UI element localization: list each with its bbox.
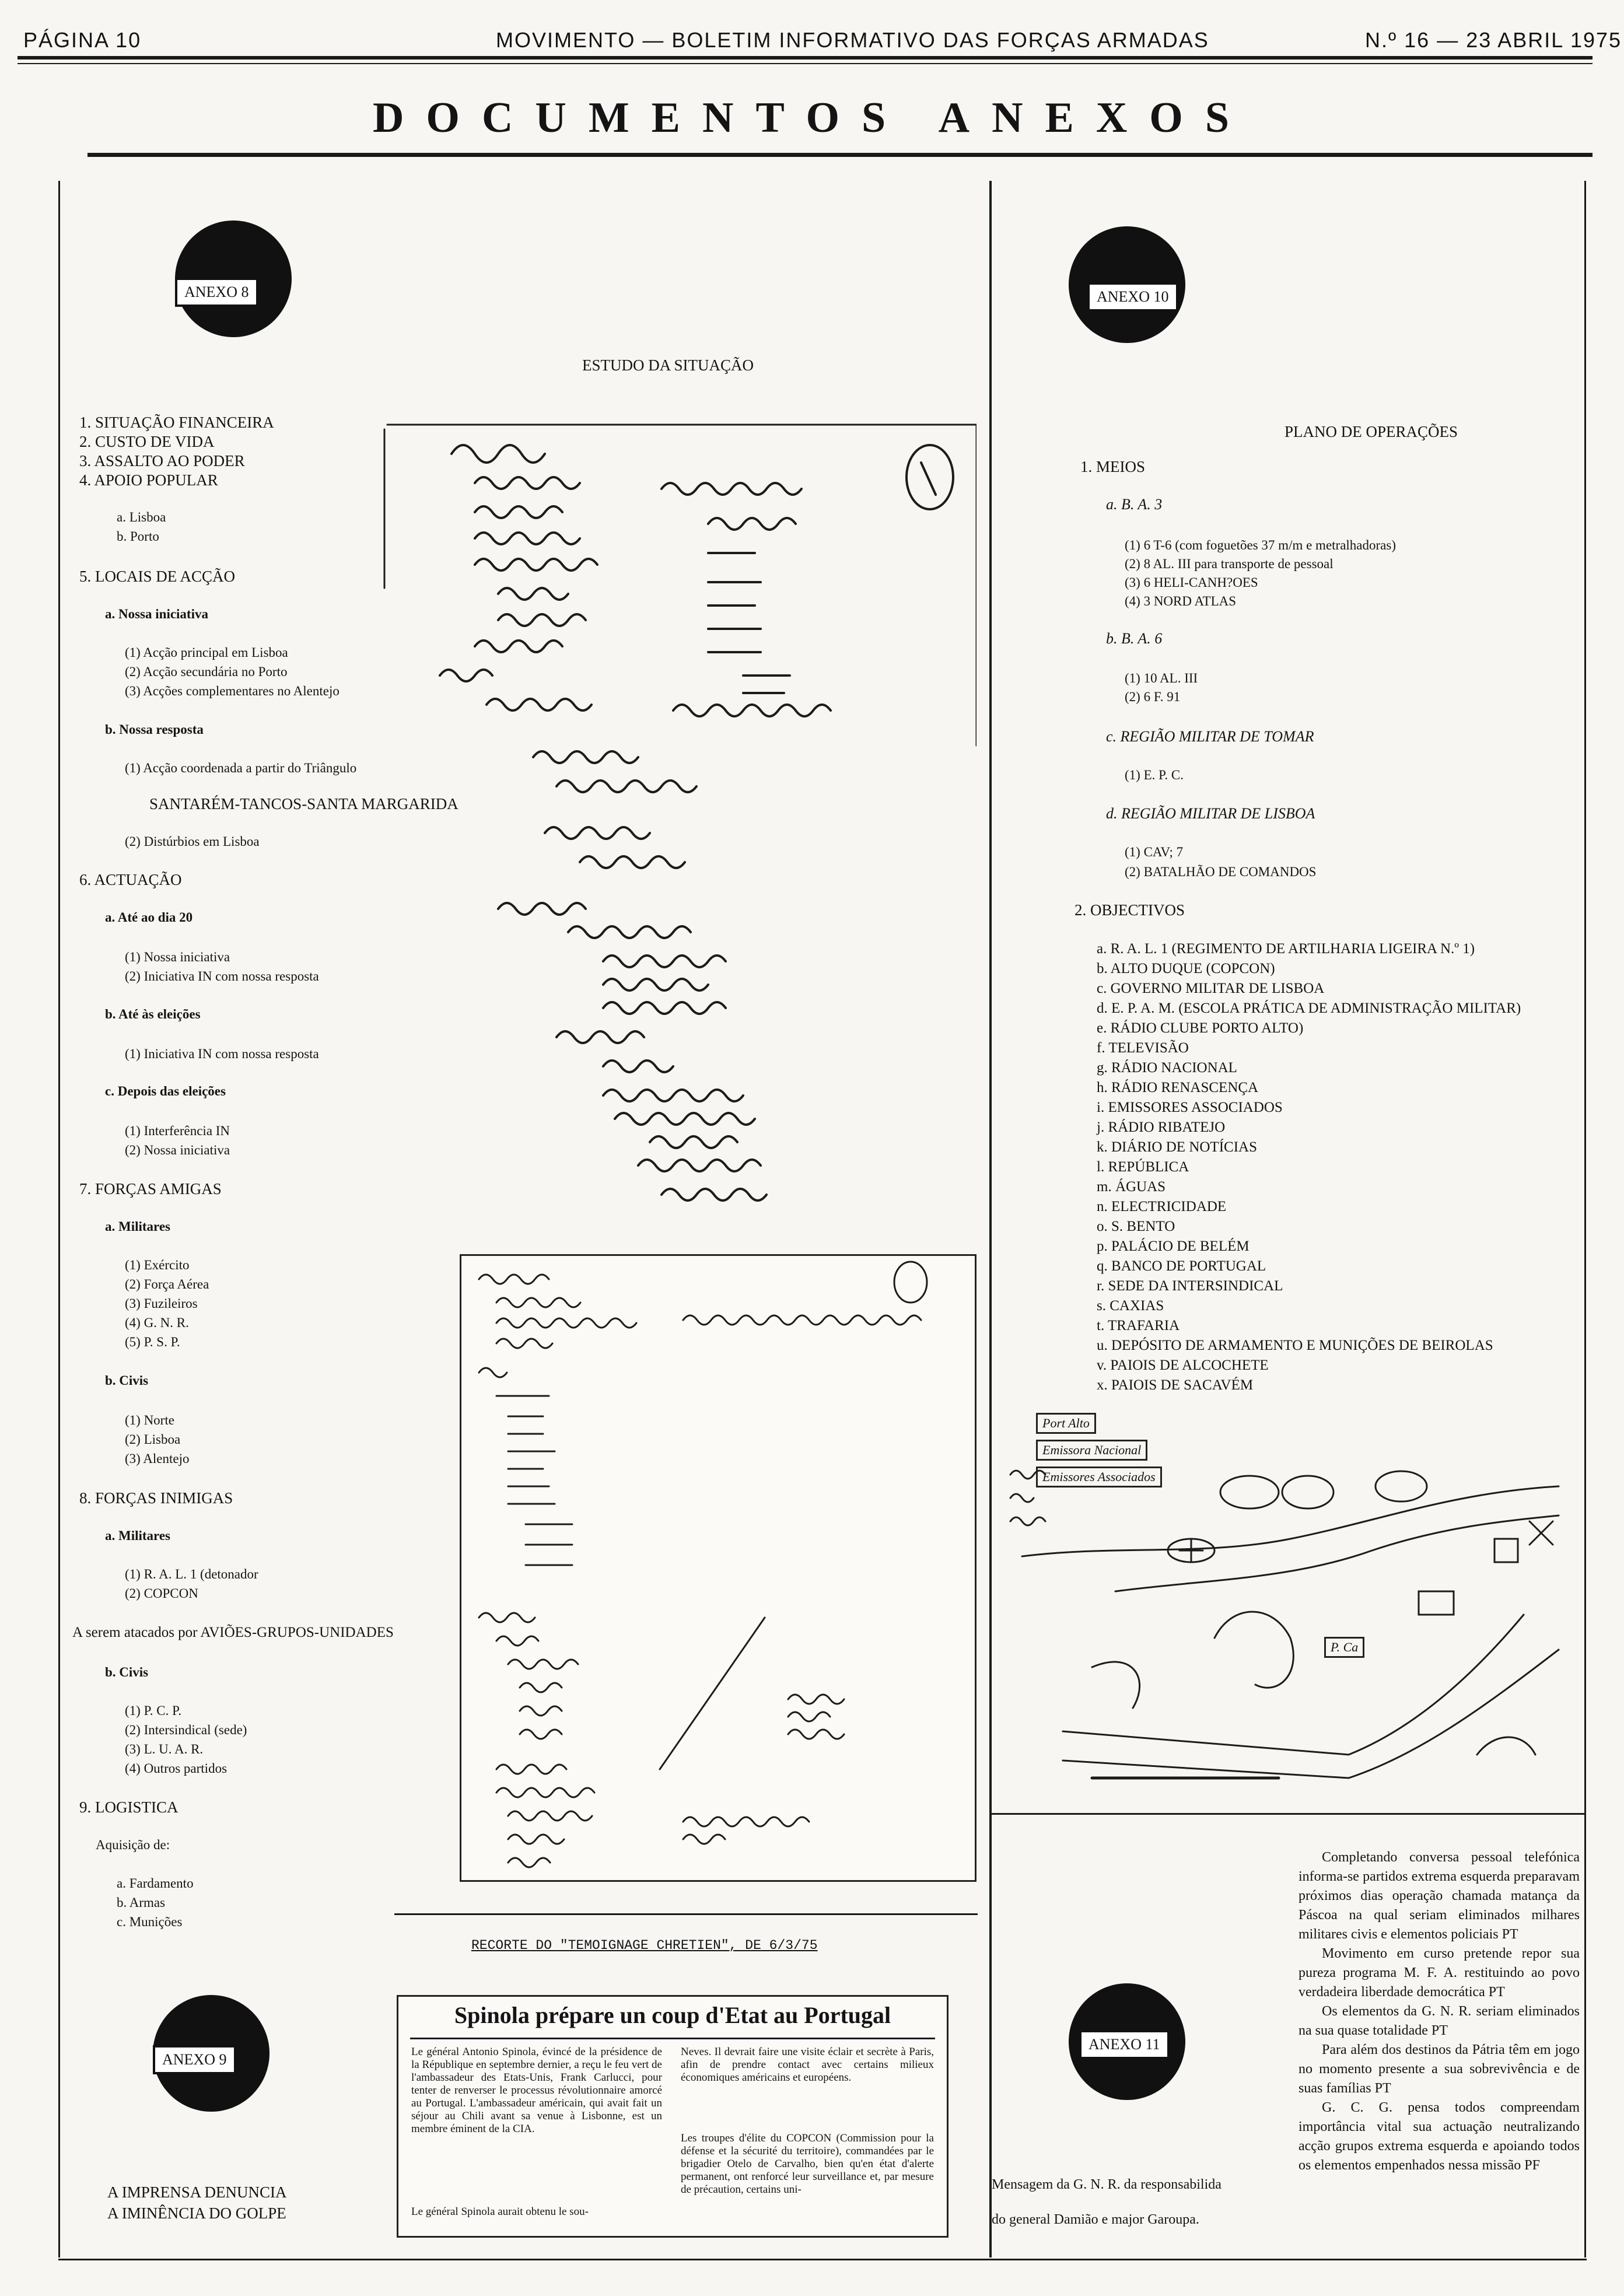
annex8-item: a. Lisboa xyxy=(117,510,166,524)
annex8-item: (2) Iniciativa IN com nossa resposta xyxy=(125,969,319,984)
annex10-item: q. BANCO DE PORTUGAL xyxy=(1097,1258,1266,1274)
annex8-item: (5) P. S. P. xyxy=(125,1335,180,1349)
annex10-item: i. EMISSORES ASSOCIADOS xyxy=(1097,1100,1283,1115)
annex8-item: (3) Alentejo xyxy=(125,1451,190,1466)
annex8-item: b. Até às eleições xyxy=(105,1007,201,1021)
annex8-item: (1) Interferência IN xyxy=(125,1124,230,1138)
annex10-item: (1) E. P. C. xyxy=(1125,768,1184,782)
annex8-item: (2) Acção secundária no Porto xyxy=(125,664,288,679)
page-title: DOCUMENTOS ANEXOS xyxy=(372,94,1252,142)
annex10-item: (4) 3 NORD ATLAS xyxy=(1125,594,1237,608)
annex8-item: (1) P. C. P. xyxy=(125,1703,182,1718)
masthead: MOVIMENTO — BOLETIM INFORMATIVO DAS FORÇAS ARMADAS xyxy=(496,28,1209,52)
annex8-item: (2) Lisboa xyxy=(125,1432,181,1447)
annex10-item: 1. MEIOS xyxy=(1080,458,1146,475)
annex11-caption-1: Mensagem da G. N. R. da responsabilida xyxy=(992,2177,1222,2192)
clipping-title: RECORTE DO "TEMOIGNAGE CHRETIEN", DE 6/3/75 xyxy=(471,1938,818,1953)
annex10-item: k. DIÁRIO DE NOTÍCIAS xyxy=(1097,1139,1257,1155)
annex10-item: a. B. A. 3 xyxy=(1106,496,1163,513)
annex10-item: n. ELECTRICIDADE xyxy=(1097,1199,1227,1214)
annex8-item: Aquisição de: xyxy=(96,1838,170,1852)
annex8-item: A serem atacados por AVIÕES-GRUPOS-UNIDADES xyxy=(72,1625,394,1640)
annex8-item: (2) Intersindical (sede) xyxy=(125,1723,247,1737)
annex8-heading: ESTUDO DA SITUAÇÃO xyxy=(582,356,754,374)
annex10-item: g. RÁDIO NACIONAL xyxy=(1097,1060,1237,1076)
annex10-item: u. DEPÓSITO DE ARMAMENTO E MUNIÇÕES DE BEIROLAS xyxy=(1097,1338,1493,1353)
annex9-caption-1: A IMPRENSA DENUNCIA xyxy=(107,2183,287,2201)
annex8-tag: ANEXO 8 xyxy=(175,278,258,307)
annex10-item: 2. OBJECTIVOS xyxy=(1074,901,1185,919)
annex8-item: (3) L. U. A. R. xyxy=(125,1742,204,1756)
annex8-item: 1. SITUAÇÃO FINANCEIRA xyxy=(79,414,274,431)
annex8-item: (1) Iniciativa IN com nossa resposta xyxy=(125,1046,319,1061)
annex8-item: (3) Acções complementares no Alentejo xyxy=(125,684,340,698)
annex8-item: 4. APOIO POPULAR xyxy=(79,471,218,489)
annex8-item: a. Até ao dia 20 xyxy=(105,910,193,925)
handwriting-scribble xyxy=(461,1256,975,1880)
annex10-item: (1) 6 T-6 (com foguetões 37 m/m e metralhadoras) xyxy=(1125,538,1396,552)
annex10-item: d. E. P. A. M. (ESCOLA PRÁTICA DE ADMINISTRAÇÃO MILITAR) xyxy=(1097,1000,1521,1016)
annex9-tag: ANEXO 9 xyxy=(153,2045,236,2074)
handwriting-scribble xyxy=(382,419,977,1247)
annex10-item: a. R. A. L. 1 (REGIMENTO DE ARTILHARIA LIGEIRA N.º 1) xyxy=(1097,941,1475,957)
annex8-item: SANTARÉM-TANCOS-SANTA MARGARIDA xyxy=(149,795,459,813)
annex8-item: 2. CUSTO DE VIDA xyxy=(79,433,215,450)
annex8-item: 6. ACTUAÇÃO xyxy=(79,871,182,888)
annex8-item: 9. LOGISTICA xyxy=(79,1798,178,1816)
right-frame xyxy=(1584,181,1586,2258)
annex9-caption-2: A IMINÊNCIA DO GOLPE xyxy=(107,2204,286,2222)
annex10-item: b. B. A. 6 xyxy=(1106,630,1163,647)
gnr-message-paragraph: Completando conversa pessoal telefónica informa-se partidos extrema esquerda preparavam próximos dias operação chamada matança da Páscoa na qual seriam eliminados milhares militares civis e elementos policiais PT xyxy=(1298,1850,1580,1942)
annex8-item: (1) Acção coordenada a partir do Triângulo xyxy=(125,761,357,775)
clipping-headline-rule xyxy=(410,2038,935,2039)
annex8-item: b. Porto xyxy=(117,529,159,544)
annex8-item: b. Civis xyxy=(105,1665,149,1679)
annex8-item: (1) Nossa iniciativa xyxy=(125,950,230,964)
annex8-item: (2) Força Aérea xyxy=(125,1277,209,1292)
center-divider xyxy=(989,181,992,2258)
annex10-heading: PLANO DE OPERAÇÕES xyxy=(1284,423,1458,440)
annex10-item: t. TRAFARIA xyxy=(1097,1318,1180,1334)
clipping-col-1: Le général Antonio Spinola, évincé de la présidence de la République en septembre dernier, a reçu le feu vert de l'ambassadeur des Etats-Unis, Frank Carlucci, pour tenter de renverser le processus révolutionnaire amorcé au Portugal. L'ambassadeur américain, qui avait fait un séjour au Chili avant sa venue à Lisbonne, est un membre éminent de la CIA. xyxy=(411,2046,662,2135)
annex8-item: (1) Exército xyxy=(125,1258,190,1272)
annex10-item: o. S. BENTO xyxy=(1097,1219,1175,1234)
annex8-item: (3) Fuzileiros xyxy=(125,1296,198,1311)
clipping-col-1-end: Le général Spinola aurait obtenu le sou- xyxy=(411,2206,589,2218)
clipping-col-2-end: Les troupes d'élite du COPCON (Commission pour la défense et la sécurité du territoire), commandées par le brigadier Otelo de Carvalho, bien qu'en état d'alerte permanent, ont renforcé leur surveillance et, par mesure de précaution, certains uni- xyxy=(681,2132,934,2196)
annex10-item: (1) 10 AL. III xyxy=(1125,671,1198,685)
header-rule xyxy=(18,56,1592,60)
annex8-item: a. Nossa iniciativa xyxy=(105,607,208,621)
page-number: PÁGINA 10 xyxy=(23,28,142,52)
annex8-item: (2) Distúrbios em Lisboa xyxy=(125,834,260,849)
annex8-item: (1) Acção principal em Lisboa xyxy=(125,645,288,660)
annex10-item: e. RÁDIO CLUBE PORTO ALTO) xyxy=(1097,1020,1304,1036)
annex11-rule xyxy=(992,1813,1584,1815)
map-drawing xyxy=(999,1405,1582,1813)
annex8-item: c. Depois das eleições xyxy=(105,1084,226,1098)
left-frame xyxy=(58,181,60,2258)
map-label: Emissora Nacional xyxy=(1036,1440,1147,1461)
annex8-item: (1) R. A. L. 1 (detonador xyxy=(125,1567,258,1581)
clipping-headline: Spinola prépare un coup d'Etat au Portugal xyxy=(454,2002,891,2028)
annex8-item: (2) Nossa iniciativa xyxy=(125,1143,230,1157)
issue-number: N.º 16 — 23 ABRIL 1975 xyxy=(1365,28,1622,52)
annex10-item: (3) 6 HELI-CANH?OES xyxy=(1125,575,1258,590)
gnr-message-paragraph: G. C. G. pensa todos compreendam importância vital sua actuação neutralizando acção grupos extrema esquerda e apoiando todos os elementos empenhados nessa missão PF xyxy=(1298,2100,1580,2173)
annex10-item: c. REGIÃO MILITAR DE TOMAR xyxy=(1106,728,1314,745)
bottom-rule xyxy=(58,2259,1587,2260)
annex10-item: (2) BATALHÃO DE COMANDOS xyxy=(1125,864,1317,879)
annex11-tag: ANEXO 11 xyxy=(1079,2030,1170,2059)
gnr-message xyxy=(1298,1848,1580,2175)
annex8-item: (2) COPCON xyxy=(125,1586,198,1601)
annex10-item: f. TELEVISÃO xyxy=(1097,1040,1189,1056)
operations-sketch-map xyxy=(999,1405,1582,1813)
annex10-item: (2) 8 AL. III para transporte de pessoal xyxy=(1125,556,1334,571)
annex10-item: r. SEDE DA INTERSINDICAL xyxy=(1097,1278,1283,1294)
annex11-caption-2: do general Damião e major Garoupa. xyxy=(992,2212,1199,2227)
annex10-item: l. REPÚBLICA xyxy=(1097,1159,1189,1175)
annex8-item: 3. ASSALTO AO PODER xyxy=(79,452,245,470)
annex10-item: h. RÁDIO RENASCENÇA xyxy=(1097,1080,1259,1096)
annex8-item: b. Civis xyxy=(105,1373,149,1388)
annex8-item: 5. LOCAIS DE ACÇÃO xyxy=(79,568,236,585)
annex10-item: (1) CAV; 7 xyxy=(1125,845,1184,859)
annex8-item: 8. FORÇAS INIMIGAS xyxy=(79,1489,233,1507)
annex8-item: c. Munições xyxy=(117,1915,183,1929)
annex10-item: b. ALTO DUQUE (COPCON) xyxy=(1097,961,1275,977)
press-clipping xyxy=(397,1995,949,2238)
annex8-item: (4) G. N. R. xyxy=(125,1315,189,1330)
clipping-rule xyxy=(394,1913,978,1915)
map-label: Emissores Associados xyxy=(1036,1466,1162,1488)
annex8-item: (4) Outros partidos xyxy=(125,1761,228,1776)
header-rule-thin xyxy=(18,63,1592,64)
annex10-item: m. ÁGUAS xyxy=(1097,1179,1166,1195)
annex10-item: j. RÁDIO RIBATEJO xyxy=(1097,1119,1226,1135)
handwritten-note-2 xyxy=(460,1254,977,1882)
annex8-item: 7. FORÇAS AMIGAS xyxy=(79,1180,222,1198)
clipping-col-2: Neves. Il devrait faire une visite éclair et secrète à Paris, afin de prendre contact avec certains milieux économiques américains et européens. xyxy=(681,2046,934,2084)
annex10-item: v. PAIOIS DE ALCOCHETE xyxy=(1097,1357,1269,1373)
annex8-item: a. Militares xyxy=(105,1528,170,1543)
gnr-message-paragraph: Para além dos destinos da Pátria têm em jogo no momento presente a sua sobrevivência e de suas famílias PT xyxy=(1298,2042,1580,2096)
annex8-item: b. Armas xyxy=(117,1895,166,1910)
annex10-item: s. CAXIAS xyxy=(1097,1298,1164,1314)
map-label: P. Ca xyxy=(1324,1637,1364,1658)
gnr-message-paragraph: Movimento em curso pretende repor sua pureza programa M. F. A. restituindo ao povo verdadeira liberdade democrática PT xyxy=(1298,1946,1580,2000)
annex8-item: b. Nossa resposta xyxy=(105,722,204,737)
annex8-item: a. Militares xyxy=(105,1219,170,1234)
annex10-tag: ANEXO 10 xyxy=(1087,282,1178,312)
annex10-item: p. PALÁCIO DE BELÉM xyxy=(1097,1238,1250,1254)
map-label: Port Alto xyxy=(1036,1413,1096,1434)
annex10-item: d. REGIÃO MILITAR DE LISBOA xyxy=(1106,805,1315,822)
annex10-item: (2) 6 F. 91 xyxy=(1125,690,1181,704)
gnr-message-paragraph: Os elementos da G. N. R. seriam eliminados na sua quase totalidade PT xyxy=(1298,2004,1580,2038)
annex10-item: x. PAIOIS DE SACAVÉM xyxy=(1097,1377,1254,1393)
annex10-item: c. GOVERNO MILITAR DE LISBOA xyxy=(1097,981,1325,996)
annex8-item: (1) Norte xyxy=(125,1413,174,1427)
annex8-item: a. Fardamento xyxy=(117,1876,194,1891)
handwritten-note-1 xyxy=(382,419,977,1247)
title-rule xyxy=(88,153,1592,157)
